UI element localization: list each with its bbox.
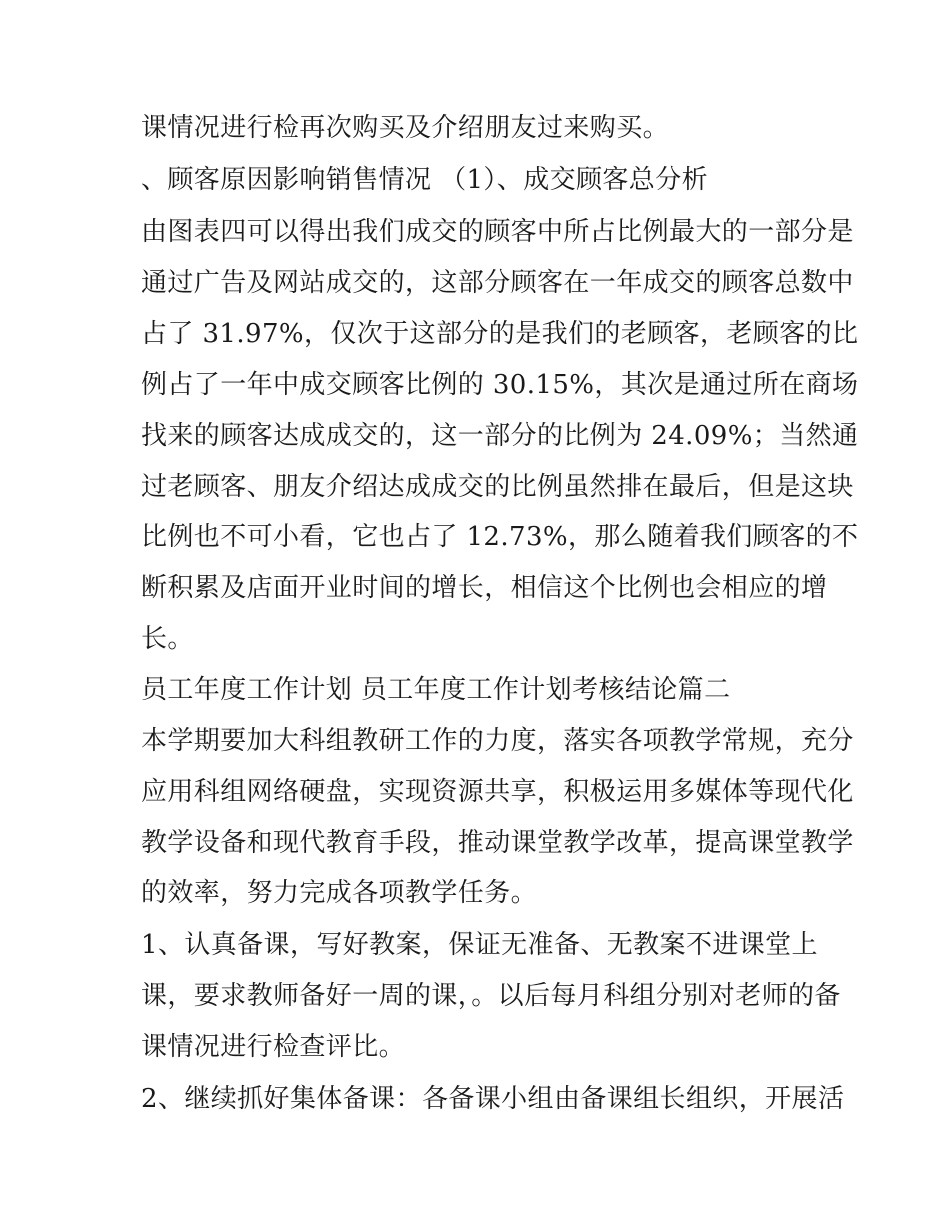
text-line: 由图表四可以得出我们成交的顾客中所占比例最大的一部分是 (141, 217, 854, 247)
text-line: 的效率，努力完成各项教学任务。 (141, 878, 538, 908)
text-line: 课情况进行检查评比。 (141, 1032, 406, 1062)
text-line: 过老顾客、朋友介绍达成成交的比例虽然排在最后，但是这块 (141, 472, 854, 502)
section-heading: 员工年度工作计划 员工年度工作计划考核结论篇二 (141, 675, 731, 705)
text-line: 本学期要加大科组教研工作的力度，落实各项教学常规，充分 (141, 726, 854, 756)
text-line: 课，要求教师备好一周的课，。以后每月科组分别对老师的备 (141, 981, 841, 1011)
text-line: 断积累及店面开业时间的增长，相信这个比例也会相应的增 (141, 573, 828, 603)
text-line: 通过广告及网站成交的，这部分顾客在一年成交的顾客总数中 (141, 268, 854, 298)
list-item: 1、认真备课，写好教案，保证无准备、无教案不进课堂上 (141, 930, 818, 960)
text-line: 长。 (141, 624, 194, 654)
text-line: 例占了一年中成交顾客比例的 30.15%，其次是通过所在商场 (141, 370, 859, 400)
text-line: 教学设备和现代教育手段，推动课堂教学改革，提高课堂教学 (141, 828, 854, 858)
text-line: 比例也不可小看，它也占了 12.73%，那么随着我们顾客的不 (141, 522, 859, 552)
text-line: 找来的顾客达成成交的，这一部分的比例为 24.09%；当然通 (141, 421, 859, 451)
text-line: 占了 31.97%，仅次于这部分的是我们的老顾客，老顾客的比 (141, 319, 859, 349)
list-item: 2、继续抓好集体备课：各备课小组由备课组长组织，开展活 (141, 1084, 845, 1114)
text-line: 课情况进行检再次购买及介绍朋友过来购买。 (141, 113, 670, 143)
text-line: 应用科组网络硬盘，实现资源共享，积极运用多媒体等现代化 (141, 777, 854, 807)
section-heading: 、顾客原因影响销售情况 （1）、成交顾客总分析 (141, 165, 709, 195)
